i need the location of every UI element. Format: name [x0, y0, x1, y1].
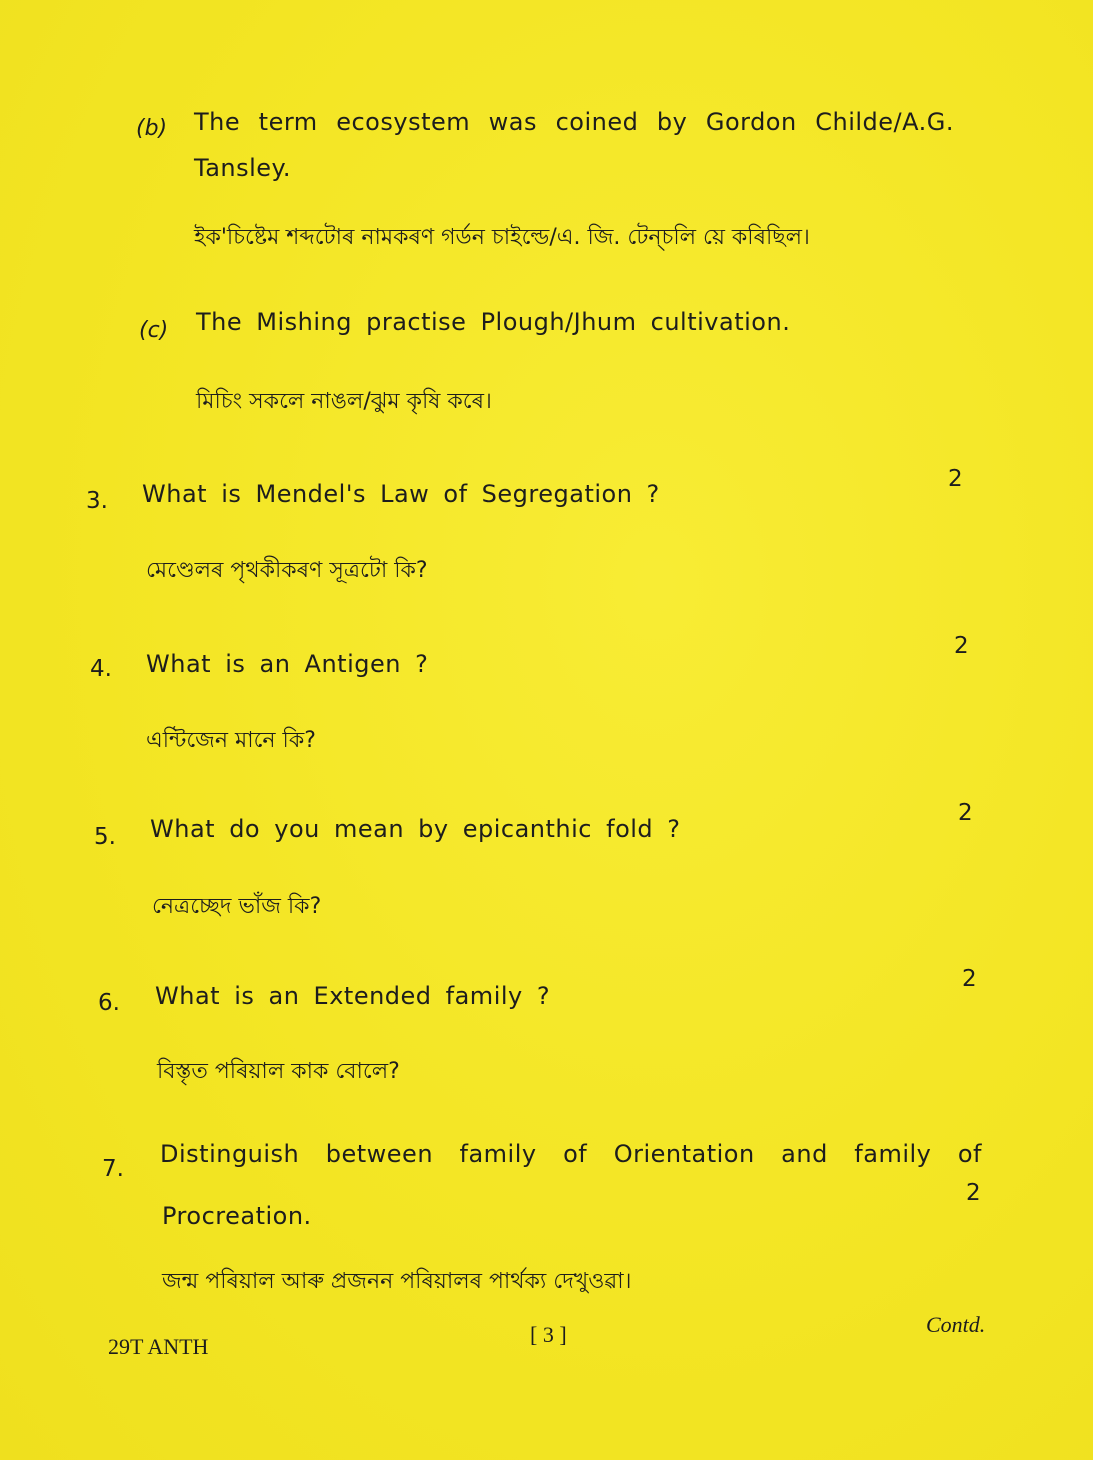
question-number: 3. — [86, 488, 108, 514]
question-text: What is Mendel's Law of Segregation ? — [142, 480, 660, 508]
question-marks: 2 — [954, 633, 969, 659]
question-assamese: বিস্তৃত পৰিয়াল কাক বোলে? — [157, 1059, 400, 1084]
paper-code: 29T ANTH — [108, 1334, 209, 1359]
question-assamese: মেণ্ডেলৰ পৃথকীকৰণ সূত্ৰটো কি? — [146, 558, 428, 583]
question-assamese: নেত্ৰচ্ছেদ ভাঁজ কি? — [152, 894, 322, 919]
question-assamese: জন্ম পৰিয়াল আৰু প্ৰজনন পৰিয়ালৰ পাৰ্থক্য দেখুওৱা। — [162, 1269, 632, 1294]
continued-label: Contd. — [926, 1312, 986, 1337]
question-marks: 2 — [958, 800, 973, 826]
item-b-label: (b) — [136, 116, 168, 141]
item-b-assamese: ইক'চিষ্টেম শব্দটোৰ নামকৰণ গৰ্ডন চাইল্ডে/এ. জি. টেন্‌চলি য়ে কৰিছিল। — [194, 225, 810, 250]
item-c-label: (c) — [139, 318, 169, 343]
item-c-text: The Mishing practise Plough/Jhum cultivation. — [196, 308, 791, 336]
question-number: 7. — [102, 1156, 124, 1182]
item-c-assamese: মিচিং সকলে নাঙল/ঝুম কৃষি কৰে। — [196, 389, 492, 414]
question-marks: 2 — [962, 966, 977, 992]
question-text: What is an Antigen ? — [146, 650, 429, 678]
question-marks: 2 — [966, 1180, 981, 1206]
question-assamese: এন্টিজেন মানে কি? — [146, 728, 316, 753]
question-text: What is an Extended family ? — [155, 982, 551, 1010]
question-number: 5. — [94, 824, 116, 850]
item-b-line1: The term ecosystem was coined by Gordon Childe/A.G. — [194, 108, 954, 136]
item-b-line2: Tansley. — [194, 154, 291, 182]
page-number: [ 3 ] — [530, 1322, 567, 1347]
question-number: 6. — [98, 990, 120, 1016]
question-text-line2: Procreation. — [162, 1202, 312, 1230]
question-text-line1: Distinguish between family of Orientation and family of — [160, 1140, 982, 1168]
question-marks: 2 — [948, 466, 963, 492]
question-text: What do you mean by epicanthic fold ? — [150, 815, 681, 843]
question-number: 4. — [90, 656, 112, 682]
